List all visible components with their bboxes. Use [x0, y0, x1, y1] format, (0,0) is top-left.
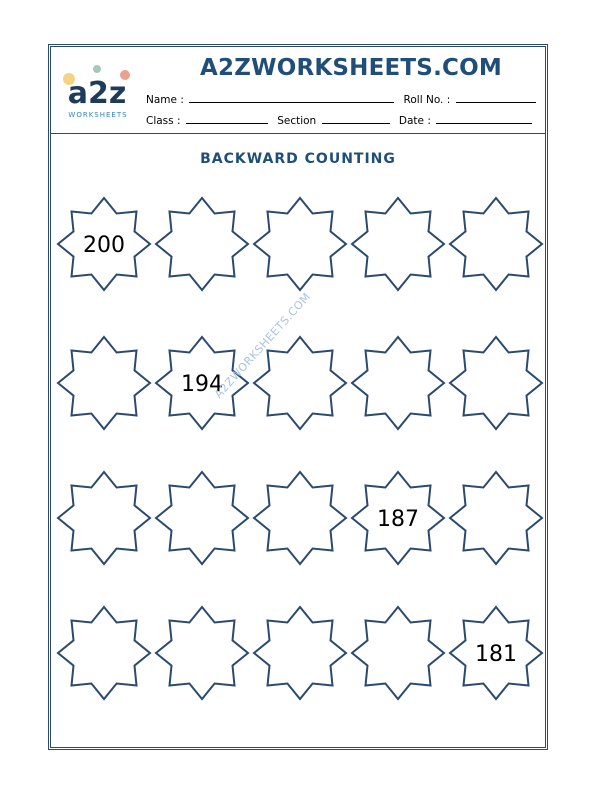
star-box [352, 198, 444, 290]
star-box [254, 198, 346, 290]
star-number: 187 [377, 507, 419, 532]
star-box [352, 607, 444, 699]
watermark: A2ZWORKSHEETS.COM [212, 290, 314, 401]
star-box [156, 607, 248, 699]
star-box [58, 337, 150, 429]
star-number: 200 [83, 233, 125, 258]
class-label: Class : [146, 115, 181, 127]
star-number: 181 [475, 642, 517, 667]
worksheet-title: BACKWARD COUNTING [200, 151, 396, 167]
star-box [58, 472, 150, 564]
star-box [450, 472, 542, 564]
logo-subtext: WORKSHEETS [68, 111, 128, 119]
site-title: A2ZWORKSHEETS.COM [200, 55, 502, 81]
star-box [352, 337, 444, 429]
star-number: 194 [181, 372, 223, 397]
roll-label: Roll No. : [403, 94, 451, 106]
star-box [450, 337, 542, 429]
name-label: Name : [146, 94, 184, 106]
star-box [156, 472, 248, 564]
date-label: Date : [398, 115, 431, 127]
star-box [254, 607, 346, 699]
star-box [450, 198, 542, 290]
star-box [58, 607, 150, 699]
star-box [254, 472, 346, 564]
star-box [156, 198, 248, 290]
logo-text: a2z [67, 76, 127, 111]
section-label: Section [277, 115, 317, 127]
star-box [254, 337, 346, 429]
